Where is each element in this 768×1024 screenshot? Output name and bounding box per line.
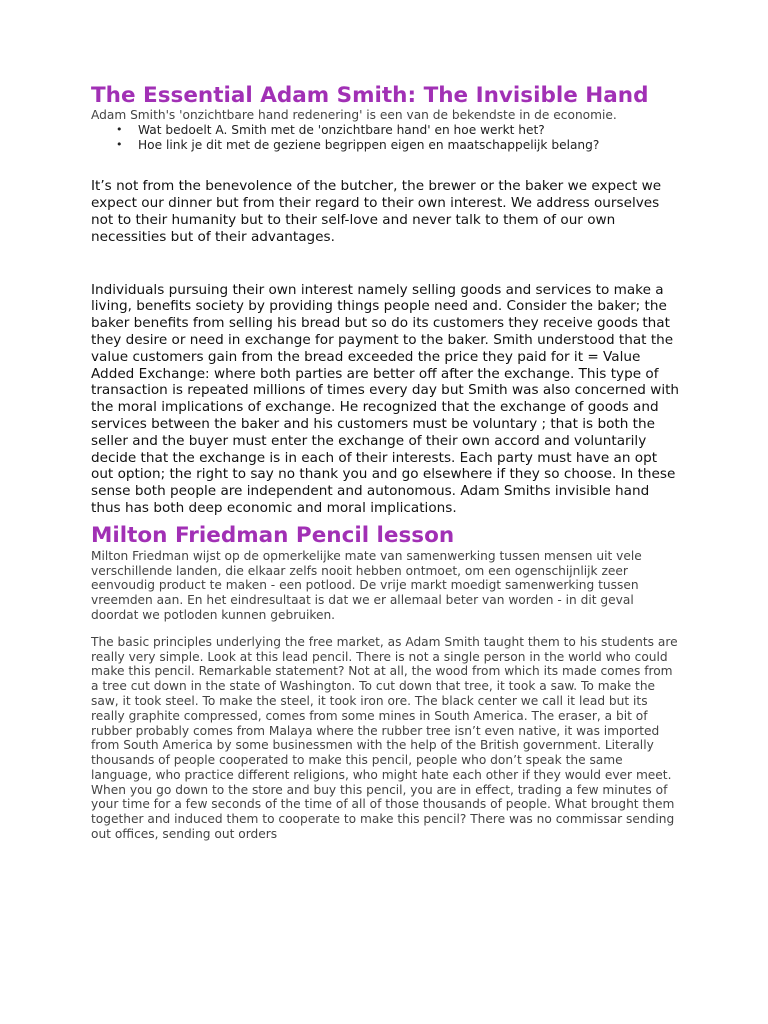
question-item xyxy=(116,122,681,138)
question-text: Wat bedoelt A. Smith met de 'onzichtbare hand' en hoe werkt het? xyxy=(138,122,545,137)
document-page xyxy=(91,83,681,842)
question-text: Hoe link je dit met de geziene begrippen eigen en maatschappelijk belang? xyxy=(138,137,600,152)
smith-explanation: Individuals pursuing their own interest namely selling goods and services to make a living, benefits society by providing things people need and. Consider the baker; the baker benefits from selling his bread but so do its customers they receive goods that they desire or need in exchange for payment to the baker. Smith understood that the value customers gain from the bread exceeded the price they paid for it = Value Added Exchange: where both parties are better off after the exchange. This type of transaction is repeated millions of times every day but Smith was also concerned with the moral implications of exchange. He recognized that the exchange of goods and services between the baker and his customers must be voluntary ; that is both the seller and the buyer must enter the exchange of their own accord and voluntarily decide that the exchange is in each of their interests. Each party must have an opt out option; the right to say no thank you and go elsewhere if they so choose. In these sense both people are independent and autonomous. Adam Smiths invisible hand thus has both deep economic and moral implications. xyxy=(91,281,680,516)
spacer xyxy=(91,152,681,178)
friedman-quote: The basic principles underlying the free market, as Adam Smith taught them to his students are really very simple. Look at this lead pencil. There is not a single person in the world who could make this pencil. Remarkable statement? Not at all, the wood from which its made comes from a tree cut down in the state of Washington. To cut down that tree, it took a saw. To make the saw, it took steel. To make the steel, it took iron ore. The black center we call it lead but its really graphite compressed, comes from some mines in South America. The eraser, a bit of rubber probably comes from Malaya where the rubber tree isn’t even native, it was imported from South America by some businessmen with the help of the British government. Literally thousands of people cooperated to make this pencil, people who don’t speak the same language, who practice different religions, who might hate each other if they would ever meet. When you go down to the store and buy this pencil, you are in effect, trading a few minutes of your time for a few seconds of the time of all of those thousands of people. What brought them together and induced them to cooperate to make this pencil? There was no commissar sending out offices, sending out orders xyxy=(91,634,678,842)
section-title-friedman: Milton Friedman Pencil lesson xyxy=(91,522,455,548)
section-intro: Adam Smith's 'onzichtbare hand redenering' is een van de bekendste in de economie. xyxy=(91,108,617,122)
question-item xyxy=(116,137,681,153)
bullet-icon: • xyxy=(116,137,123,151)
smith-quote: It’s not from the benevolence of the butcher, the brewer or the baker we expect we expect our dinner but from their regard to their own interest. We address ourselves not to their humanity but to their self-love and never talk to them of our own necessities but of their advantages. xyxy=(91,178,662,245)
section-title-adam-smith: The Essential Adam Smith: The Invisible Hand xyxy=(91,83,649,108)
spacer xyxy=(91,623,681,635)
question-list xyxy=(91,123,681,153)
friedman-intro: Milton Friedman wijst op de opmerkelijke mate van samenwerking tussen mensen uit vele verschillende landen, die elkaar zelfs nooit hebben ontmoet, om een ogenschijnlijk zeer eenvoudig product te maken - een potlood. De vrije markt moedigt samenwerking tussen vreemden aan. En het eindresultaat is dat we er allemaal beter van worden - in dit geval doordat we potloden kunnen gebruiken. xyxy=(91,548,642,622)
bullet-icon: • xyxy=(116,122,123,136)
spacer xyxy=(91,246,681,282)
